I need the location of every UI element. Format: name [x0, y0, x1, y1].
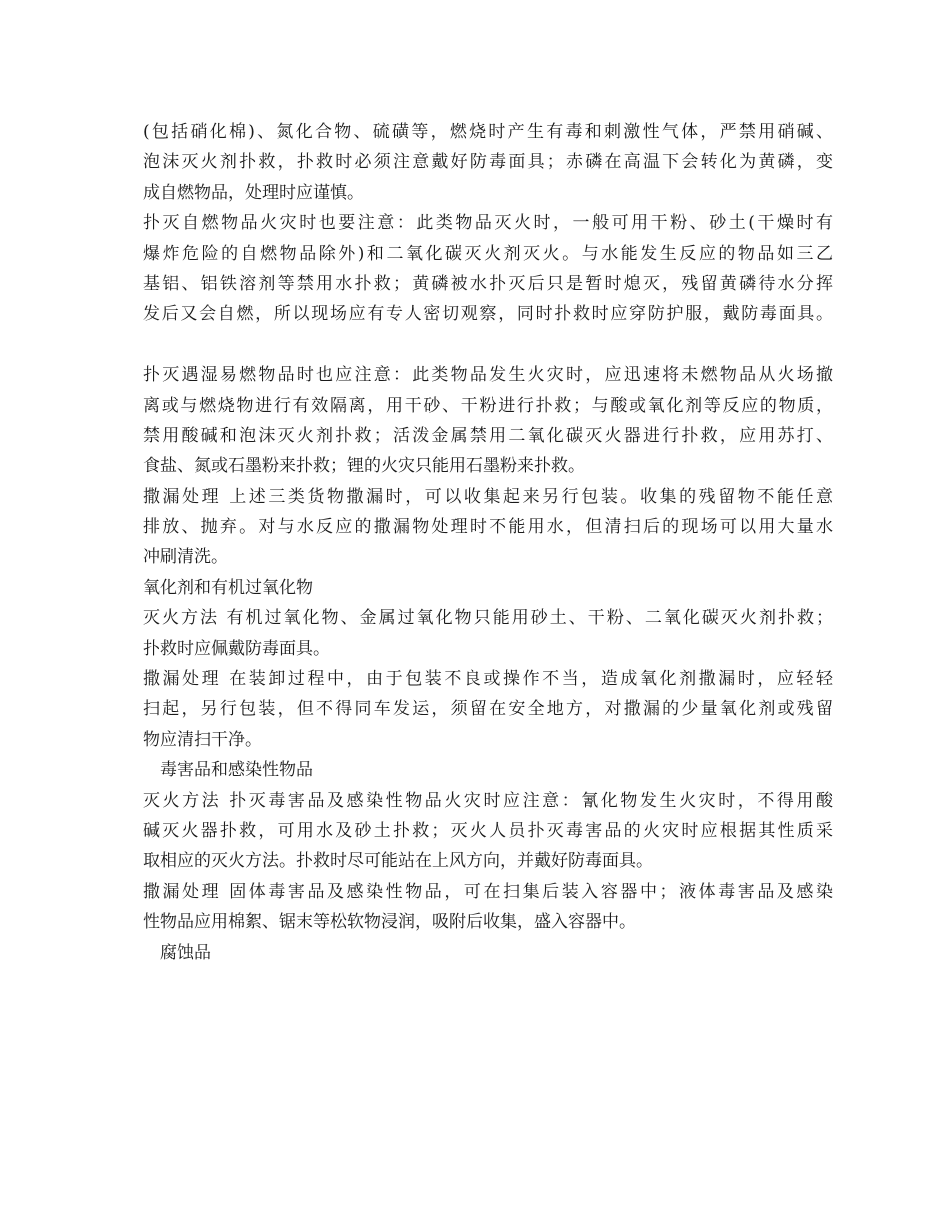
text-line: 撒漏处理 上述三类货物撒漏时，可以收集起来另行包装。收集的残留物不能任意	[143, 486, 833, 507]
text-line: 发后又会自燃，所以现场应有专人密切观察，同时扑救时应穿防护服，戴防毒面具。	[143, 304, 833, 325]
text-line: (包括硝化棉)、氮化合物、硫磺等，燃烧时产生有毒和刺激性气体，严禁用硝碱、	[143, 122, 833, 142]
text-line: 基铝、铝铁溶剂等禁用水扑救；黄磷被水扑灭后只是暂时熄灭，残留黄磷待水分挥	[143, 273, 833, 294]
section-heading: 毒害品和感染性物品	[160, 760, 313, 781]
text-line: 泡沫灭火剂扑救，扑救时必须注意戴好防毒面具；赤磷在高温下会转化为黄磷，变	[143, 152, 833, 173]
text-line: 爆炸危险的自燃物品除外)和二氧化碳灭火剂灭火。与水能发生反应的物品如三乙	[143, 243, 833, 264]
text-line: 扑救时应佩戴防毒面具。	[143, 638, 330, 659]
text-line: 扑灭自燃物品火灾时也要注意：此类物品灭火时，一般可用干粉、砂土(干燥时有	[143, 213, 833, 234]
text-line: 撒漏处理 固体毒害品及感染性物品，可在扫集后装入容器中；液体毒害品及感染	[143, 881, 833, 902]
text-line: 性物品应用棉絮、锯末等松软物浸润，吸附后收集，盛入容器中。	[143, 912, 636, 933]
text-line: 离或与燃烧物进行有效隔离，用干砂、干粉进行扑救；与酸或氧化剂等反应的物质，	[143, 395, 833, 416]
text-line: 冲刷清洗。	[143, 547, 228, 568]
text-line: 碱灭火器扑救，可用水及砂土扑救；灭火人员扑灭毒害品的火灾时应根据其性质采	[143, 820, 833, 841]
text-line: 禁用酸碱和泡沫灭火剂扑救；活泼金属禁用二氧化碳灭火器进行扑救，应用苏打、	[143, 425, 833, 446]
text-line: 撒漏处理 在装卸过程中，由于包装不良或操作不当，造成氧化剂撒漏时，应轻轻	[143, 669, 833, 690]
blank-line	[143, 330, 833, 360]
text-line: 取相应的灭火方法。扑救时尽可能站在上风方向，并戴好防毒面具。	[143, 851, 653, 872]
text-line: 灭火方法 扑灭毒害品及感染性物品火灾时应注意：氰化物发生火灾时，不得用酸	[143, 790, 833, 811]
document-body	[143, 117, 833, 968]
text-line: 食盐、氮或石墨粉来扑救；锂的火灾只能用石墨粉来扑救。	[143, 456, 585, 477]
section-heading: 氧化剂和有机过氧化物	[143, 577, 313, 598]
section-heading: 腐蚀品	[160, 942, 211, 963]
text-line: 扫起，另行包装，但不得同车发运，须留在安全地方，对撒漏的少量氧化剂或残留	[143, 699, 833, 720]
text-line: 成自燃物品，处理时应谨慎。	[143, 182, 364, 203]
text-line: 排放、抛弃。对与水反应的撒漏物处理时不能用水，但清扫后的现场可以用大量水	[143, 517, 833, 538]
text-line: 扑灭遇湿易燃物品时也应注意：此类物品发生火灾时，应迅速将未燃物品从火场撤	[143, 365, 833, 386]
text-line: 物应清扫干净。	[143, 729, 262, 750]
text-line: 灭火方法 有机过氧化物、金属过氧化物只能用砂土、干粉、二氧化碳灭火剂扑救；	[143, 608, 833, 629]
